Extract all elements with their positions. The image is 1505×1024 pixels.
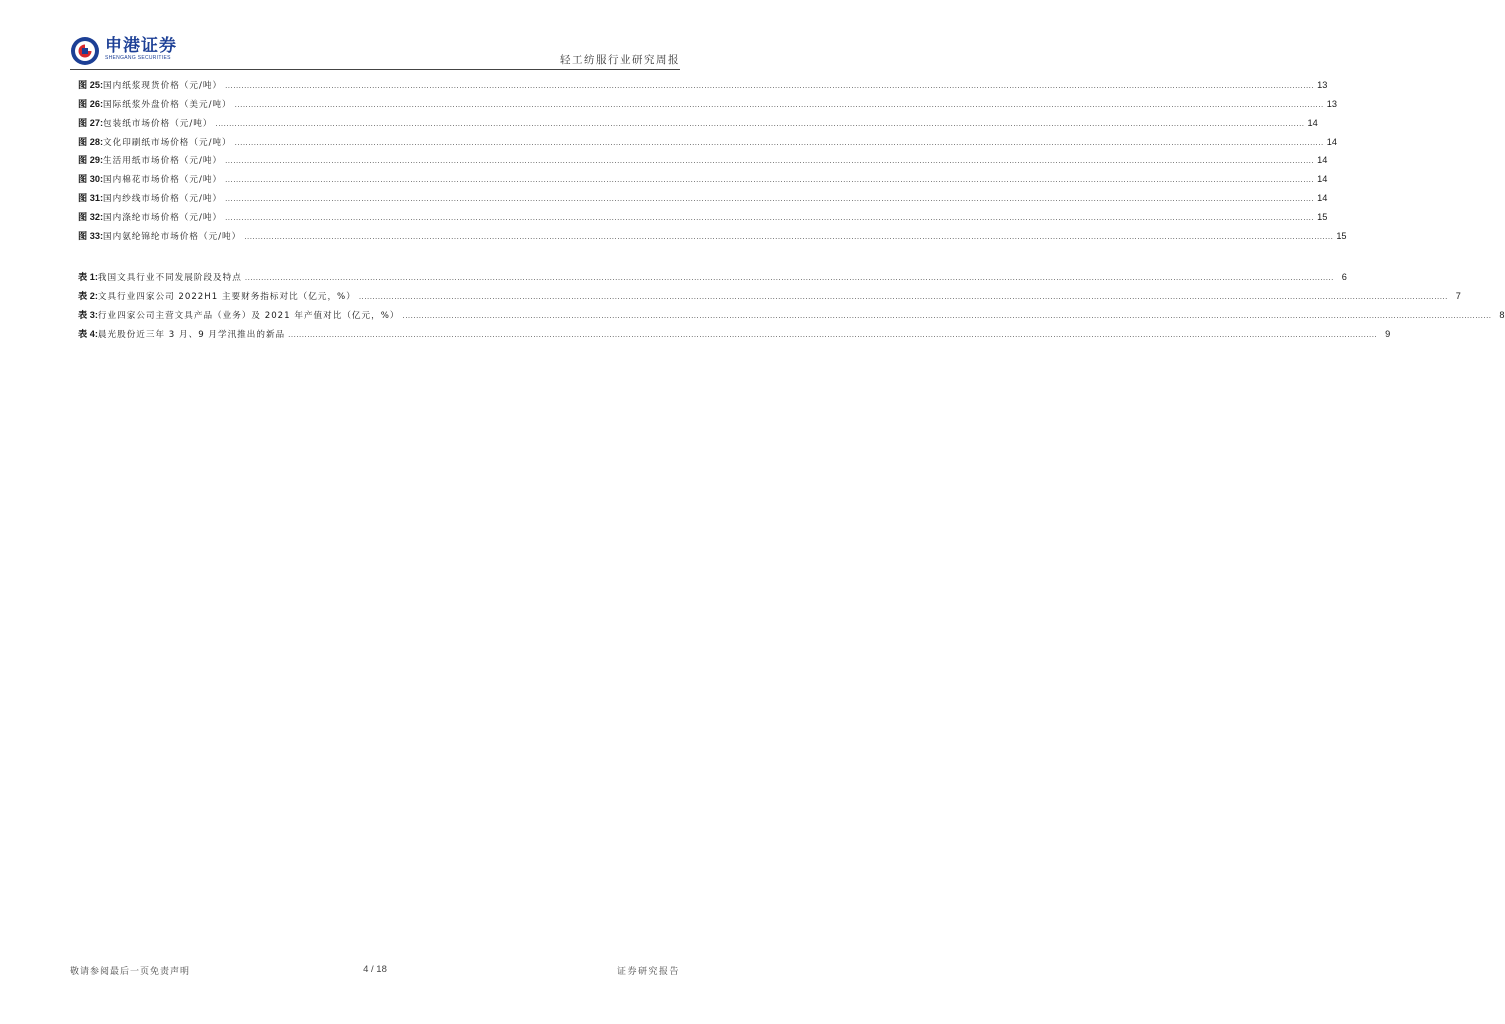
table-page-number: 9 — [1385, 328, 1391, 339]
figure-title: 国内氨纶锦纶市场价格（元/吨） — [103, 231, 242, 242]
figure-page-number: 14 — [1317, 193, 1328, 204]
figure-list — [78, 77, 1347, 247]
toc-figure-entry[interactable] — [78, 96, 1337, 115]
table-number: 表 3: — [78, 309, 98, 320]
dot-leader: ................................................................................................................................................................................................................................................................................................................................................................................................................ — [244, 231, 1334, 241]
figure-title: 国内涤纶市场价格（元/吨） — [103, 212, 223, 223]
table-page-number: 7 — [1455, 290, 1461, 301]
table-title: 行业四家公司主营文具产品（业务）及 2021 年产值对比（亿元，%） — [97, 310, 400, 321]
dot-leader: ................................................................................................................................................................................................................................................................................................................................................................................................................ — [225, 81, 1315, 90]
figure-number: 图 27: — [78, 117, 104, 128]
report-type-title: 轻工纺服行业研究周报 — [560, 54, 680, 66]
toc-table-entry[interactable] — [78, 269, 1347, 288]
dot-leader: ................................................................................................................................................................................................................................................................................................................................................................................................................ — [358, 291, 1448, 301]
figure-title: 国内棉花市场价格（元/吨） — [103, 175, 223, 186]
table-number: 表 4: — [78, 328, 98, 339]
toc-figure-entry[interactable] — [78, 228, 1347, 247]
toc-figure-entry[interactable] — [78, 115, 1318, 134]
figure-title: 生活用纸市场价格（元/吨） — [103, 156, 223, 167]
page-header — [70, 36, 680, 70]
figure-page-number: 15 — [1317, 211, 1328, 222]
figure-page-number: 15 — [1336, 230, 1347, 241]
figure-number: 图 25: — [78, 80, 104, 90]
figure-page-number: 13 — [1317, 80, 1328, 90]
toc-table-entry[interactable] — [78, 288, 1461, 307]
toc-figure-entry[interactable] — [78, 209, 1328, 228]
header-divider — [70, 69, 680, 70]
figure-number: 图 32: — [78, 211, 104, 222]
disclaimer-link[interactable]: 敬请参阅最后一页免责声明 — [70, 967, 191, 977]
figure-number: 图 30: — [78, 174, 104, 185]
figure-page-number: 14 — [1317, 174, 1328, 185]
dot-leader: ................................................................................................................................................................................................................................................................................................................................................................................................................ — [234, 99, 1324, 109]
table-title: 文具行业四家公司 2022H1 主要财务指标对比（亿元，%） — [97, 291, 356, 302]
page-number: 4 / 18 — [363, 964, 387, 975]
company-logo — [70, 36, 177, 66]
toc-figure-entry[interactable] — [78, 77, 1328, 96]
toc-table-entry[interactable] — [78, 326, 1391, 345]
report-kind-label: 证券研究报告 — [616, 967, 680, 977]
table-title: 我国文具行业不同发展阶段及特点 — [97, 273, 242, 283]
dot-leader: ................................................................................................................................................................................................................................................................................................................................................................................................................ — [225, 175, 1315, 185]
dot-leader: ................................................................................................................................................................................................................................................................................................................................................................................................................ — [402, 310, 1492, 320]
table-page-number: 8 — [1499, 309, 1505, 320]
logo-english-name: SHENGANG SECURITIES — [105, 55, 171, 61]
figure-page-number: 13 — [1326, 98, 1337, 109]
table-number: 表 1: — [78, 272, 98, 282]
logo-emblem-icon — [70, 36, 100, 66]
figure-title: 包装纸市场价格（元/吨） — [103, 118, 213, 129]
dot-leader: ................................................................................................................................................................................................................................................................................................................................................................................................................ — [225, 194, 1315, 204]
logo-chinese-name: 申港证券 — [105, 36, 177, 56]
figure-title: 国内纱线市场价格（元/吨） — [103, 194, 223, 205]
table-page-number: 6 — [1341, 272, 1347, 282]
figure-number: 图 29: — [78, 155, 104, 166]
figure-title: 国际纸浆外盘价格（美元/吨） — [103, 99, 232, 110]
toc-table-entry[interactable] — [78, 307, 1505, 326]
toc-figure-entry[interactable] — [78, 190, 1328, 209]
dot-leader: ................................................................................................................................................................................................................................................................................................................................................................................................................ — [225, 212, 1315, 222]
figure-page-number: 14 — [1307, 117, 1318, 128]
table-list — [78, 269, 1505, 344]
toc-figure-entry[interactable] — [78, 134, 1337, 153]
dot-leader: ................................................................................................................................................................................................................................................................................................................................................................................................................ — [288, 329, 1378, 339]
figure-page-number: 14 — [1317, 155, 1328, 166]
dot-leader: ................................................................................................................................................................................................................................................................................................................................................................................................................ — [215, 118, 1305, 128]
figure-number: 图 26: — [78, 98, 104, 109]
dot-leader: ................................................................................................................................................................................................................................................................................................................................................................................................................ — [234, 137, 1324, 147]
dot-leader: ................................................................................................................................................................................................................................................................................................................................................................................................................ — [225, 156, 1315, 166]
figure-number: 图 28: — [78, 136, 104, 147]
table-title: 晨光股份近三年 3 月、9 月学汛推出的新品 — [97, 329, 286, 340]
figure-title: 文化印刷纸市场价格（元/吨） — [103, 137, 232, 148]
toc-figure-entry[interactable] — [78, 152, 1328, 171]
toc-figure-entry[interactable] — [78, 171, 1328, 190]
figure-number: 图 31: — [78, 193, 104, 204]
figure-number: 图 33: — [78, 230, 104, 241]
figure-page-number: 14 — [1326, 136, 1337, 147]
dot-leader: ................................................................................................................................................................................................................................................................................................................................................................................................................ — [244, 273, 1334, 282]
table-number: 表 2: — [78, 290, 98, 301]
figure-title: 国内纸浆现货价格（元/吨） — [103, 81, 223, 91]
page-footer — [70, 964, 680, 978]
